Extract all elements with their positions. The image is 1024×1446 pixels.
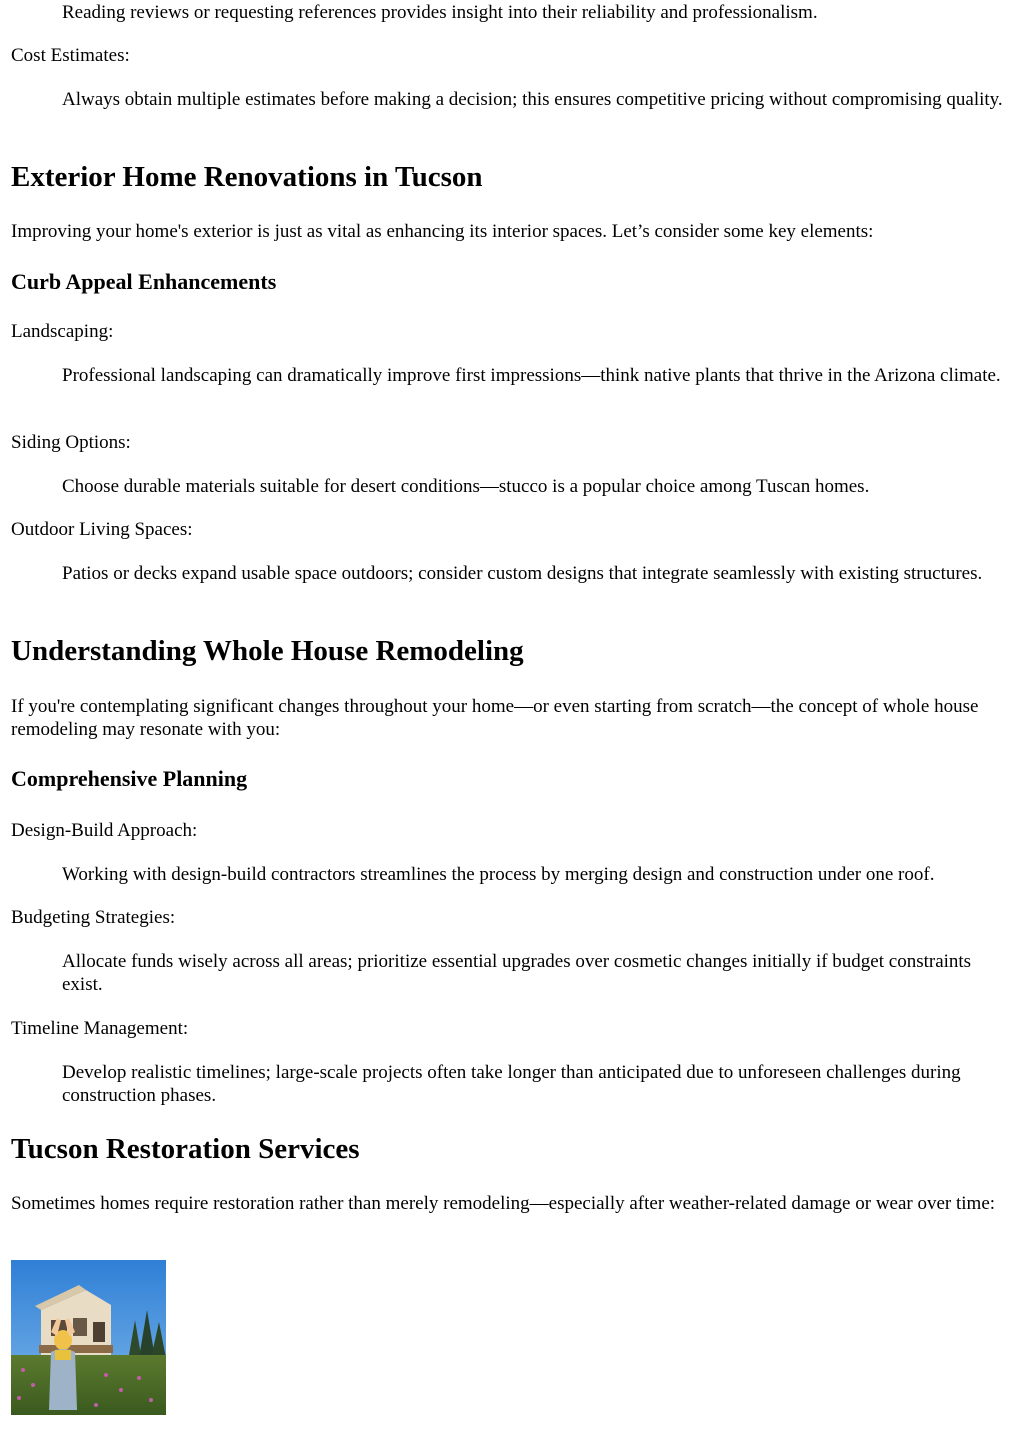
timeline-description: Develop realistic timelines; large-scale projects often take longer than anticipated due to unforeseen challenges during construction phases. [62, 1062, 961, 1106]
budgeting-description: Allocate funds wisely across all areas; prioritize essential upgrades over cosmetic changes initially if budget constraints exist. [62, 951, 972, 995]
budgeting-term: Budgeting Strategies: [11, 907, 176, 928]
comprehensive-planning-heading: Comprehensive Planning [11, 766, 248, 791]
whole-house-heading: Understanding Whole House Remodeling [11, 635, 524, 667]
design-build-description: Working with design-build contractors streamlines the process by merging design and construction under one roof. [62, 864, 935, 885]
restoration-photo [11, 1260, 166, 1415]
outdoor-living-term: Outdoor Living Spaces: [11, 519, 193, 540]
restoration-intro: Sometimes homes require restoration rather than merely remodeling—especially after weather-related damage or wear over time: [11, 1193, 996, 1214]
cost-estimates-description: Always obtain multiple estimates before making a decision; this ensures competitive pricing without compromising quality. [62, 89, 1003, 110]
outdoor-living-description: Patios or decks expand usable space outdoors; consider custom designs that integrate seamlessly with existing structures. [62, 563, 983, 584]
whole-house-intro: If you're contemplating significant changes throughout your home—or even starting from scratch—the concept of whole house remodeling may resonate with you: [11, 696, 979, 740]
timeline-term: Timeline Management: [11, 1018, 189, 1039]
exterior-intro: Improving your home's exterior is just as vital as enhancing its interior spaces. Let’s consider some key elements: [11, 221, 874, 242]
design-build-term: Design-Build Approach: [11, 820, 198, 841]
siding-term: Siding Options: [11, 432, 131, 453]
references-description: Reading reviews or requesting references provides insight into their reliability and professionalism. [62, 2, 818, 23]
restoration-heading: Tucson Restoration Services [11, 1133, 360, 1165]
landscaping-description: Professional landscaping can dramatically improve first impressions—think native plants that thrive in the Arizona climate. [62, 365, 1001, 386]
cost-estimates-term: Cost Estimates: [11, 45, 130, 66]
landscaping-term: Landscaping: [11, 321, 114, 342]
exterior-heading: Exterior Home Renovations in Tucson [11, 161, 483, 193]
siding-description: Choose durable materials suitable for desert conditions—stucco is a popular choice among Tuscan homes. [62, 476, 870, 497]
curb-appeal-heading: Curb Appeal Enhancements [11, 269, 277, 294]
